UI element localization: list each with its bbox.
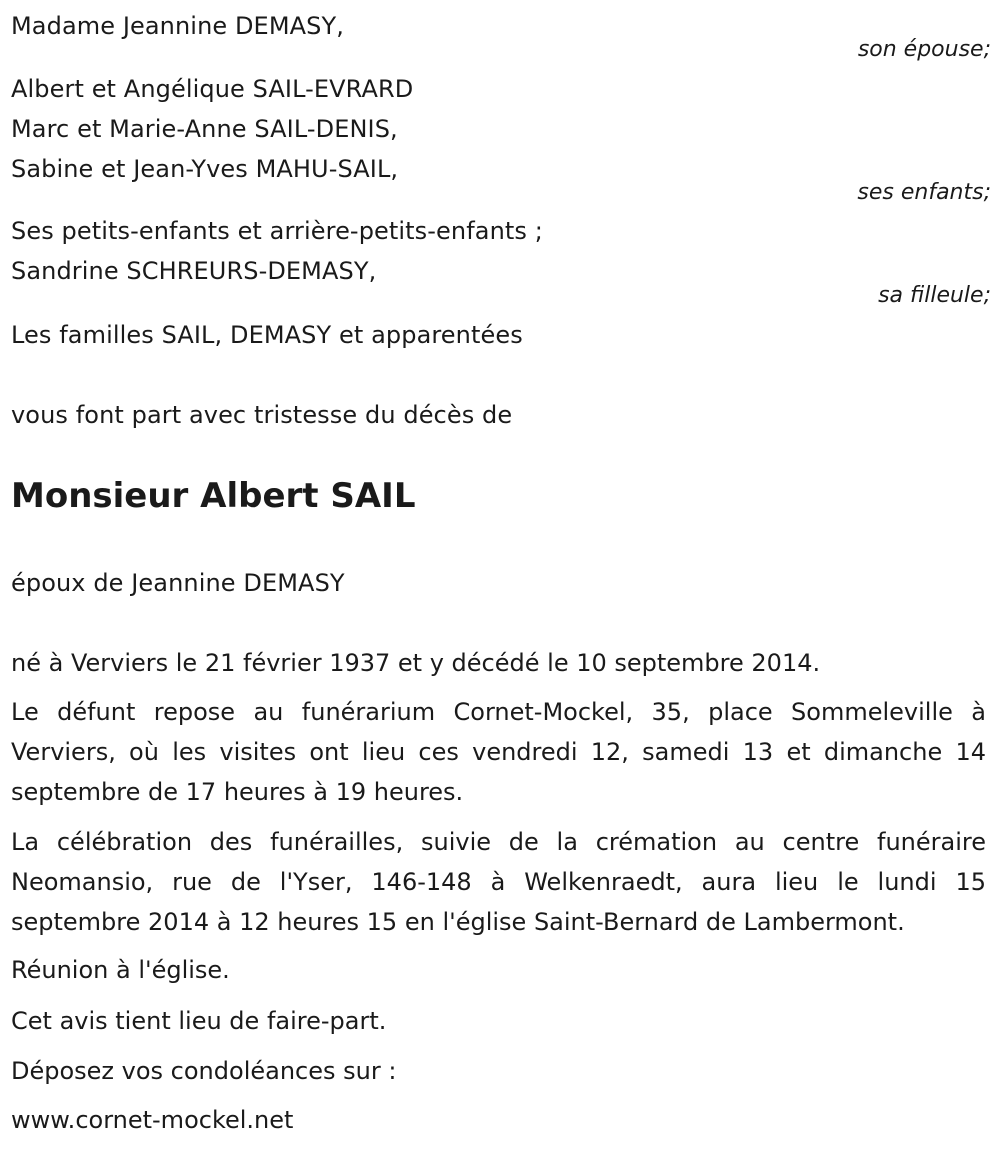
child-line: Marc et Marie-Anne SAIL-DENIS, (11, 115, 398, 143)
children-role: ses enfants; (857, 180, 991, 205)
deceased-name: Monsieur Albert SAIL (11, 476, 416, 516)
notice-line: Cet avis tient lieu de faire-part. (11, 1007, 387, 1035)
families-line: Les familles SAIL, DEMASY et apparentées (11, 321, 523, 349)
spouse-name: Madame Jeannine DEMASY, (11, 12, 344, 40)
spouse-role: son épouse; (857, 37, 991, 62)
spouse-of-line: époux de Jeannine DEMASY (11, 569, 345, 597)
ceremony-paragraph: La célébration des funérailles, suivie de la crémation au centre funéraire Neomansio, rue de l'Yser, 146-148 à Welkenraedt, aura lieu le lundi 15 septembre 2014 à 12 heures 15 en l'église Saint-Bernard de Lambermont. (11, 828, 986, 936)
condolences-line: Déposez vos condoléances sur : (11, 1057, 397, 1085)
repose-paragraph: Le défunt repose au funérarium Cornet-Mockel, 35, place Sommeleville à Verviers, où les visites ont lieu ces vendredi 12, samedi 13 et dimanche 14 septembre de 17 heures à 19 heures. (11, 698, 986, 806)
goddaughter-name: Sandrine SCHREURS-DEMASY, (11, 257, 377, 285)
obituary-notice (11, 0, 991, 1150)
grandchildren-line: Ses petits-enfants et arrière-petits-enfants ; (11, 217, 543, 245)
child-line: Sabine et Jean-Yves MAHU-SAIL, (11, 155, 399, 183)
child-line: Albert et Angélique SAIL-EVRARD (11, 75, 414, 103)
website-link[interactable]: www.cornet-mockel.net (11, 1106, 294, 1134)
goddaughter-role: sa filleule; (878, 283, 991, 308)
meeting-line: Réunion à l'église. (11, 956, 230, 984)
birth-death-line: né à Verviers le 21 février 1937 et y décédé le 10 septembre 2014. (11, 649, 821, 677)
announcement-text: vous font part avec tristesse du décès de (11, 401, 513, 429)
